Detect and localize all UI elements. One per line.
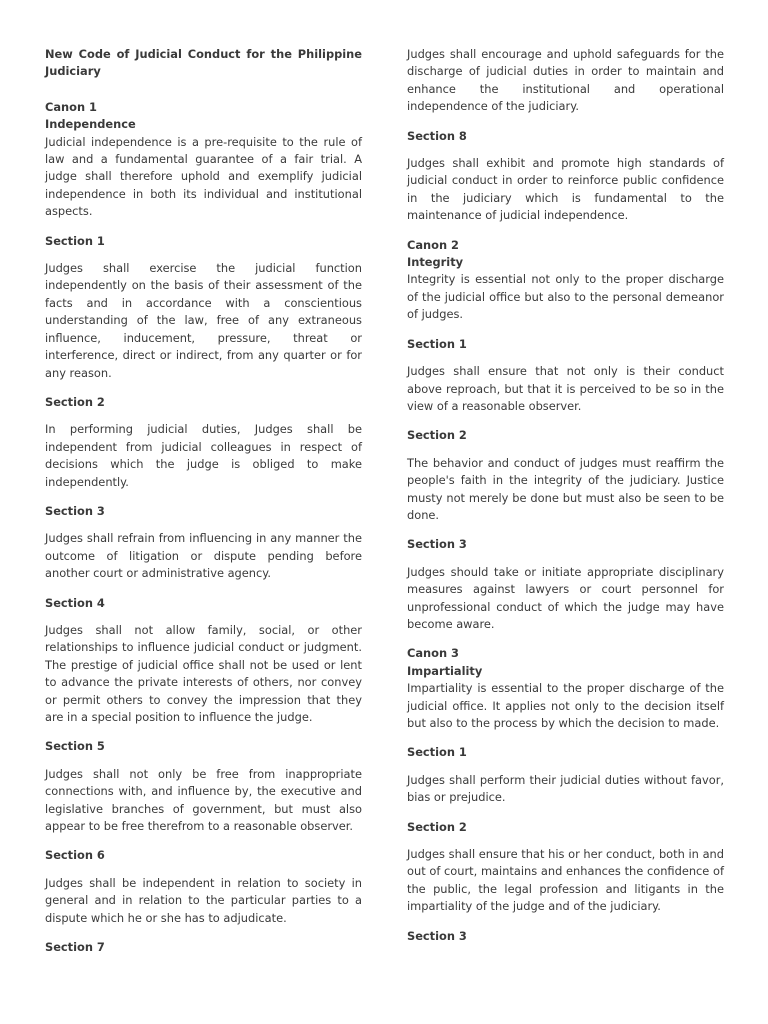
canon-2-intro: Integrity is essential not only to the proper discharge of the judicial office but also to the personal demeanor of judges. — [407, 272, 724, 322]
section-heading: Section 1 — [407, 745, 467, 760]
left-column — [45, 46, 362, 966]
section-text: Judges shall perform their judicial duties without favor, bias or prejudice. — [407, 772, 724, 805]
canon-3-number: Canon 3 — [407, 646, 459, 661]
section-heading: Section 3 — [45, 503, 105, 518]
section-text: Judges shall exhibit and promote high standards of judicial conduct in order to reinforce public confidence in the judiciary which is fundamental to the maintenance of judicial independence. — [407, 156, 724, 223]
canon-2-name: Integrity — [407, 255, 464, 270]
section-text: Judges shall exercise the judicial function independently on the basis of their assessment of the facts and in accordance with a conscientious understanding of the law, free of any extraneous influence, inducement, pressure, threat or interference, direct or indirect, from any quarter or for any reason. — [45, 261, 362, 380]
canon-1-name: Independence — [45, 117, 136, 132]
canon-3-intro: Impartiality is essential to the proper discharge of the judicial office. It applies not only to the decision itself but also to the process by which the decision to made. — [407, 681, 724, 730]
section-heading: Section 3 — [407, 537, 467, 552]
right-column — [407, 46, 724, 955]
canon-1-intro: Judicial independence is a pre-requisite to the rule of law and a fundamental guarantee of a fair trial. A judge shall therefore uphold and exemplify judicial independence in both its individual and institutional aspects. — [45, 134, 362, 219]
section-heading: Section 8 — [407, 128, 467, 143]
section-text: Judges shall not allow family, social, or other relationships to influence judicial conduct or judgment. The prestige of judicial office shall not be used or lent to advance the private interests of others, nor convey or permit others to convey the impression that they are in a special position to influence the judge. — [45, 622, 362, 724]
section-text: Judges should take or initiate appropriate disciplinary measures against lawyers or court personnel for unprofessional conduct of which the judge may have become aware. — [407, 564, 724, 631]
canon-3-name: Impartiality — [407, 663, 483, 678]
section-heading: Section 3 — [407, 928, 467, 943]
canon-2-number: Canon 2 — [407, 237, 459, 252]
section-heading: Section 2 — [407, 819, 467, 834]
section-text: Judges shall ensure that his or her conduct, both in and out of court, maintains and enhances the confidence of the public, the legal profession and litigants in the impartiality of the judge and of the judiciary. — [407, 847, 724, 914]
section-text: Judges shall not only be free from inappropriate connections with, and influence by, the executive and legislative branches of government, but must also appear to be free therefrom to a reasonable observer. — [45, 766, 362, 834]
section-heading: Section 2 — [407, 428, 467, 443]
section-text: In performing judicial duties, Judges shall be independent from judicial colleagues in respect of decisions which the judge is obliged to make independently. — [45, 422, 362, 489]
section-7-text: Judges shall encourage and uphold safeguards for the discharge of judicial duties in order to maintain and enhance the institutional and operational independence of the judiciary. — [407, 47, 724, 114]
section-heading: Section 2 — [45, 394, 105, 409]
section-heading: Section 6 — [45, 848, 105, 863]
section-text: Judges shall refrain from influencing in any manner the outcome of litigation or dispute pending before another court or administrative agency. — [45, 531, 362, 581]
section-heading: Section 7 — [45, 940, 105, 955]
document-title: New Code of Judicial Conduct for the Philippine Judiciary — [45, 47, 362, 79]
section-heading: Section 1 — [45, 233, 105, 248]
section-heading: Section 5 — [45, 739, 105, 754]
section-text: The behavior and conduct of judges must reaffirm the people's faith in the integrity of the judiciary. Justice musty not merely be done but must also be seen to be done. — [407, 455, 724, 522]
section-heading: Section 4 — [45, 595, 105, 610]
section-text: Judges shall ensure that not only is their conduct above reproach, but that it is perceived to be so in the view of a reasonable observer. — [407, 364, 724, 413]
canon-1-number: Canon 1 — [45, 99, 97, 114]
section-heading: Section 1 — [407, 336, 467, 351]
section-text: Judges shall be independent in relation to society in general and in relation to the particular parties to a dispute which he or she has to adjudicate. — [45, 875, 362, 925]
